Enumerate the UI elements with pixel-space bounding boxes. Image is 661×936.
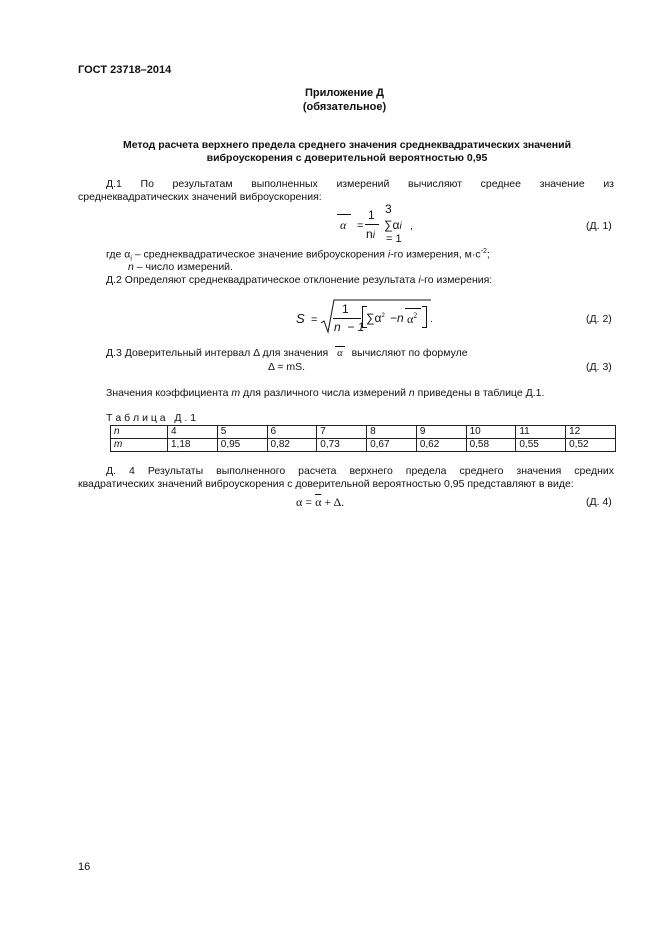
table-cell: 0,52	[566, 439, 616, 452]
table-cell: 5	[217, 426, 267, 439]
section-title-line2: виброускорения с доверительной вероятностью 0,95	[206, 152, 488, 164]
standard-header: ГОСТ 23718–2014	[78, 64, 172, 76]
paragraph-d4-line2: квадратических значений виброускорения с доверительной вероятностью 0,95 представляют в виде:	[78, 478, 574, 490]
eq2-fraction-line	[333, 318, 361, 319]
paragraph-d1-line2: среднеквадратических значений виброускорения:	[78, 191, 322, 203]
table-cell: n	[111, 426, 168, 439]
table-cell: 10	[466, 426, 516, 439]
paragraph-coefficient: Значения коэффициента m для различного числа измерений n приведены в таблице Д.1.	[106, 387, 545, 399]
eq1-ref: (Д. 1)	[586, 220, 612, 232]
eq1-sum-bottom: = 1	[386, 233, 402, 245]
equation-d4: $\alpha = \overline{\alpha} + \Delta$.	[296, 495, 345, 509]
eq2-sum: $\sum\alpha^2$	[366, 311, 385, 325]
eq1-comma: ,	[410, 220, 413, 232]
eq1-fraction-line	[365, 224, 379, 225]
appendix-status: (обязательное)	[302, 101, 387, 113]
eq1-lhs: α	[340, 218, 346, 233]
eq1-sum-top: 3	[385, 202, 392, 216]
table-cell: 0,67	[367, 439, 417, 452]
eq2-mean-overline	[405, 308, 421, 309]
table-cell: 9	[416, 426, 466, 439]
table-cell: 0,55	[516, 439, 566, 452]
section-title-line1: Метод расчета верхнего предела среднего значения среднеквадратических значений	[122, 139, 572, 151]
eq2-minus-n: −n	[390, 311, 404, 325]
table-cell: 0,58	[466, 439, 516, 452]
table-cell: 4	[168, 426, 218, 439]
eq2-lhs: S	[296, 311, 305, 326]
table-caption: Т а б л и ц а Д . 1	[106, 412, 197, 424]
eq4-ref: (Д. 4)	[586, 496, 612, 508]
eq2-equals: =	[311, 314, 318, 326]
page-number: 16	[78, 861, 91, 873]
table-cell: 6	[267, 426, 317, 439]
eq2-denominator: n − 1	[334, 320, 365, 334]
table-cell: 1,18	[168, 439, 218, 452]
where-line2: n – число измерений.	[128, 261, 233, 273]
paragraph-d2: Д.2 Определяют среднеквадратическое отклонение результата i-го измерения:	[106, 274, 493, 286]
where-line1: где $\alpha_i$ – среднеквадратическое значение виброускорения i-го измерения, $м\cdot с^{-2}$;	[106, 248, 490, 263]
table-cell: 8	[367, 426, 417, 439]
eq2-right-bracket	[422, 306, 427, 328]
eq2-ref: (Д. 2)	[586, 313, 612, 325]
d3-ref: (Д. 3)	[586, 361, 612, 373]
table-cell: m	[111, 439, 168, 452]
d3-mean-symbol: α	[331, 348, 349, 359]
table-cell: 0,95	[217, 439, 267, 452]
table-cell: 11	[516, 426, 566, 439]
table-row	[111, 439, 616, 452]
table-cell: 0,73	[317, 439, 367, 452]
table-row	[111, 426, 616, 439]
eq1-equals: =	[357, 220, 364, 232]
eq2-numerator: 1	[342, 302, 349, 316]
table-cell: 0,62	[416, 439, 466, 452]
eq1-numerator: 1	[368, 208, 375, 222]
paragraph-d3: Д.3 Доверительный интервал Δ для значения α вычисляют по формуле	[106, 347, 468, 359]
eq2-dot: .	[430, 313, 433, 325]
eq1-denominator: ni	[366, 227, 375, 241]
d3-formula: Δ = mS.	[268, 361, 306, 373]
paragraph-d4-line1: Д. 4 Результаты выполненного расчета верхнего предела среднего значения средних	[106, 465, 614, 477]
table-cell: 12	[566, 426, 616, 439]
coefficient-table	[110, 425, 616, 452]
paragraph-d1-line1: Д.1 По результатам выполненных измерений вычисляют среднее значение из	[106, 178, 614, 190]
eq1-sum: ∑αi	[384, 218, 402, 232]
table-cell: 7	[317, 426, 367, 439]
appendix-title: Приложение Д	[305, 87, 384, 99]
eq1-overline	[337, 214, 351, 215]
eq2-mean: $\alpha^2$	[407, 311, 417, 327]
table-cell: 0,82	[267, 439, 317, 452]
